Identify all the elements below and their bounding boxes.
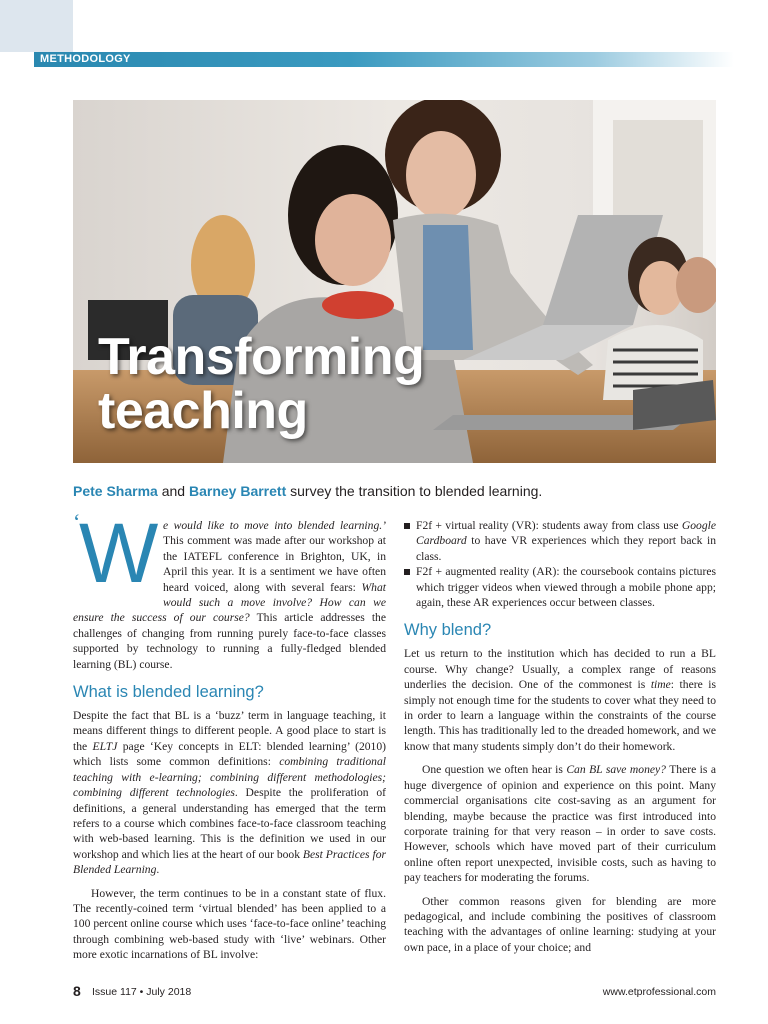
bullet-vr-product: Google Cardboard <box>416 519 716 548</box>
title-line-2: teaching <box>98 382 308 440</box>
paragraph-flux: However, the term continues to be in a constant state of flux. The recently-coined term ‘virtual blended’ has been applied to a 100 percent online course which uses ‘face-to-face online’ teaching through combining web-based study with ‘live’ webinars. Other more exotic incarnations of BL involve: <box>73 886 386 962</box>
dropcap-letter: W <box>79 506 159 600</box>
section-label: METHODOLOGY <box>40 53 131 65</box>
bullet-ar <box>404 564 716 610</box>
paragraph-definitions <box>73 708 386 877</box>
paragraph-pedagogy: Other common reasons given for blending are more pedagogical, and include combining the positives of classroom teaching with the advantages of online learning: studying at your own pace, in a place of your choice; and <box>404 894 716 954</box>
opening-quote: ‘ <box>73 509 81 534</box>
byline <box>73 483 542 499</box>
journal-name: ELTJ <box>92 739 118 753</box>
intro-text-2: This article addresses the challenges of changing from running purely face-to-face classes supported by technology to running a fully-fledged blended learning (BL) course. <box>73 611 386 671</box>
time-word: time <box>650 678 671 692</box>
book-title: Best Practices for Blended Learning <box>73 847 386 877</box>
bullet-vr-text-1: F2f + virtual reality (VR): students away from class use <box>416 519 682 532</box>
dropcap-block <box>73 506 161 600</box>
intro-paragraph <box>73 506 386 672</box>
time-text-2: : there is simply not enough time for the students to cover what they need to in order to learn a language within the constraints of the course length. This has traditionally led to the dreaded homework, and we know that many students simply don’t do their homework. <box>404 678 716 753</box>
corner-tab <box>0 0 73 52</box>
money-text-2: There is a huge divergence of opinion and experience on this point. Many commercial organisations cite cost-saving as an argument for blending, maybe because the practice was first introduced into corporate training for that very reason – in order to save costs. However, schools which have moved part of their curriculum online often report unexpected, invisible costs, such as having to pay teachers for moderating the forums. <box>404 763 716 885</box>
definitions-text-4: . <box>156 863 160 877</box>
section-bar <box>34 52 734 67</box>
bullet-ar-text: F2f + augmented reality (AR): the coursebook contains pictures which trigger videos when viewed through a mobile phone app; again, these AR experiences occur between classes. <box>416 565 716 610</box>
paragraph-money <box>404 762 716 885</box>
article-title <box>98 330 424 438</box>
page-number: 8 <box>73 983 81 999</box>
bullet-square <box>404 569 410 575</box>
paragraph-time <box>404 646 716 754</box>
author-1: Pete Sharma <box>73 483 158 499</box>
column-right <box>404 518 716 955</box>
website-link[interactable]: www.etprofessional.com <box>602 986 716 998</box>
definitions-text-2: page ‘Key concepts in ELT: blended learning’ (2010) which lists some common definitions: <box>73 739 386 769</box>
bullet-vr <box>404 518 716 564</box>
definitions-text-3: . Despite the proliferation of definitions, a general understanding has emerged that the term refers to a course which combines face-to-face classroom teaching with web-based learning. This is the definition we used in our workshop and which lies at the heart of our book <box>73 786 386 861</box>
bullet-vr-text-2: to have VR experiences which they report back in class. <box>416 534 716 563</box>
column-left <box>73 506 386 963</box>
definitions-text-1: Despite the fact that BL is a ‘buzz’ term in language teaching, it means different things to different people. A good place to start is the <box>73 709 386 753</box>
money-question: Can BL save money? <box>566 763 666 777</box>
byline-connector: and <box>161 483 186 499</box>
heading-what-is-bl: What is blended learning? <box>73 683 264 702</box>
title-line-1: Transforming <box>98 328 425 386</box>
hero-photo <box>73 100 716 463</box>
intro-quote: e would like to move into blended learning.’ <box>163 519 386 532</box>
time-text-1: Let us return to the institution which has decided to run a BL course. Why change? Usually, a complex range of reasons underlies the decision. One of the commonest is <box>404 647 716 692</box>
issue-info: Issue 117 • July 2018 <box>92 986 192 998</box>
money-text-1: One question we often hear is <box>422 763 567 777</box>
intro-text-1: This comment was made after our workshop at the IATEFL conference in Brighton, UK, in April this year. It is a sentiment we have often heard voiced, along with several fears: <box>163 534 386 594</box>
bullet-square <box>404 523 410 529</box>
heading-why-blend: Why blend? <box>404 621 492 640</box>
definitions-list: combining traditional teaching with e-learning; combining different methodologies; combining different technologies <box>73 755 386 800</box>
intro-fears: What would such a move involve? How can we ensure the success of our course? <box>73 580 386 625</box>
byline-text: survey the transition to blended learning. <box>290 483 543 499</box>
author-2: Barney Barrett <box>188 483 287 499</box>
